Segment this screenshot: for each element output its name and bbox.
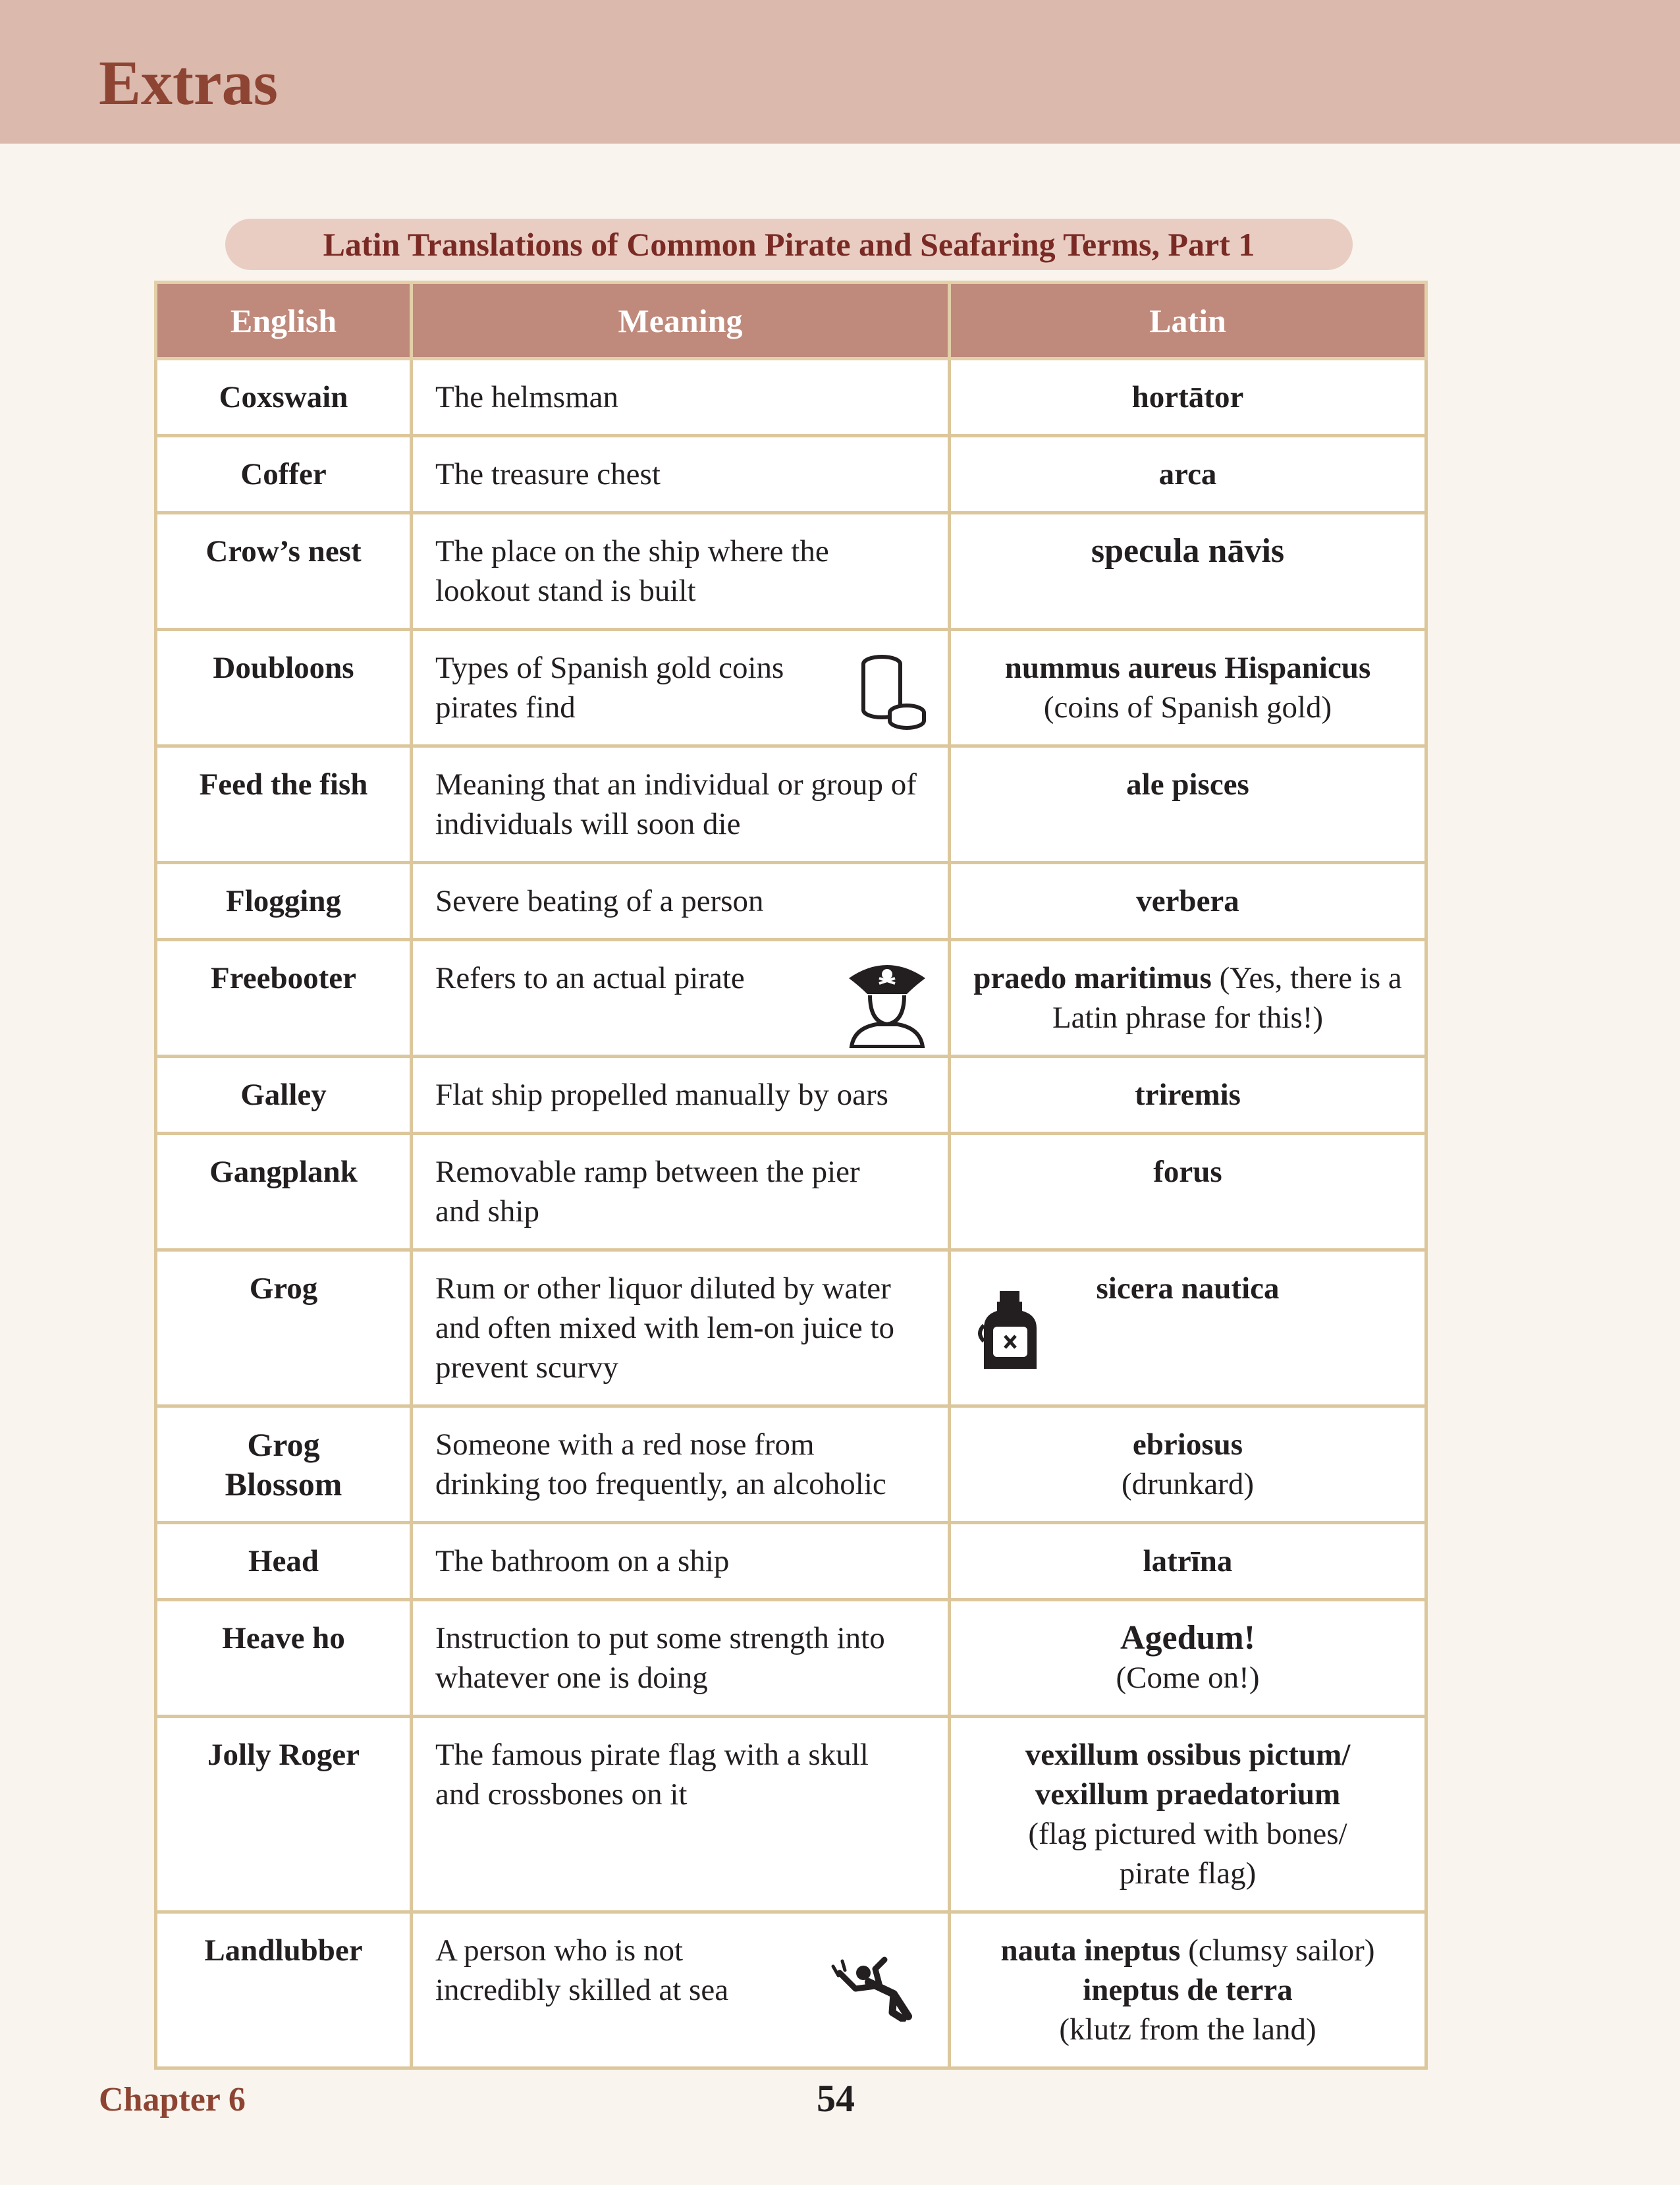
meaning-cell: Someone with a red nose from drinking too frequently, an alcoholic [412, 1406, 950, 1523]
meaning-text: The place on the ship where the lookout stand is built [435, 534, 829, 608]
table-row [156, 1600, 1426, 1717]
latin-cell [950, 1250, 1426, 1406]
latin-cell [950, 630, 1426, 746]
latin-term: arca [1158, 457, 1217, 491]
latin-term: nummus aureus Hispanicus [1004, 651, 1371, 685]
english-term [156, 1406, 412, 1523]
latin-term: triremis [1135, 1078, 1241, 1112]
meaning-cell: Severe beating of a person [412, 863, 950, 940]
section-title: Extras [99, 47, 278, 118]
table-caption: Latin Translations of Common Pirate and Seafaring Terms, Part 1 [225, 219, 1353, 270]
meaning-text: Types of Spanish gold coins pirates find [435, 651, 784, 725]
page-number: 54 [817, 2077, 855, 2120]
meaning-cell [412, 1134, 950, 1250]
latin-note: (coins of Spanish gold) [1043, 690, 1332, 725]
latin-cell [950, 1406, 1426, 1523]
latin-cell [950, 940, 1426, 1057]
table-row [156, 1057, 1426, 1134]
english-term: Doubloons [156, 630, 412, 746]
table-row [156, 630, 1426, 746]
table-row [156, 1717, 1426, 1912]
meaning-text: The famous pirate flag with a skull and crossbones on it [435, 1738, 869, 1812]
meaning-text: A person who is not incredibly skilled at sea [435, 1933, 729, 2007]
latin-term: vexillum ossibus pictum/ vexillum praedatorium [1025, 1738, 1351, 1812]
latin-term: specula nāvis [1091, 532, 1285, 570]
table-row [156, 1523, 1426, 1600]
latin-note: (flag pictured with bones/ pirate flag) [1028, 1817, 1347, 1891]
english-term: Freebooter [156, 940, 412, 1057]
meaning-cell [412, 1912, 950, 2068]
meaning-cell [412, 940, 950, 1057]
latin-term: verbera [1136, 884, 1239, 918]
column-header-english: English [156, 283, 412, 359]
english-term: Grog [156, 1250, 412, 1406]
latin-term: latrīna [1143, 1544, 1233, 1578]
latin-term: sicera nautica [1096, 1271, 1280, 1306]
meaning-cell [412, 1717, 950, 1912]
meaning-cell: Flat ship propelled manually by oars [412, 1057, 950, 1134]
latin-term: forus [1153, 1155, 1222, 1189]
meaning-text: Rum or other liquor diluted by water and often mixed with lem-on juice to prevent scurvy [435, 1271, 894, 1385]
english-term: Coxswain [156, 359, 412, 436]
latin-cell [950, 1912, 1426, 2068]
meaning-text: Refers to an actual pirate [435, 961, 745, 995]
latin-note: (drunkard) [1122, 1467, 1254, 1501]
latin-cell [950, 436, 1426, 513]
english-term: Head [156, 1523, 412, 1600]
english-term: Crow’s nest [156, 513, 412, 630]
english-term: Flogging [156, 863, 412, 940]
latin-note: (Come on!) [1116, 1661, 1260, 1695]
table-row [156, 746, 1426, 863]
latin-cell [950, 359, 1426, 436]
english-term: Feed the fish [156, 746, 412, 863]
coin-stack-icon [855, 653, 928, 731]
table-header-row [156, 283, 1426, 359]
meaning-text: Removable ramp between the pier and ship [435, 1155, 860, 1229]
latin-cell [950, 1057, 1426, 1134]
latin-cell [950, 1134, 1426, 1250]
latin-cell [950, 1523, 1426, 1600]
latin-term-secondary: ineptus de terra [1083, 1973, 1293, 2007]
meaning-cell: Meaning that an individual or group of individuals will soon die [412, 746, 950, 863]
footer-chapter: Chapter 6 [99, 2081, 246, 2118]
table-row [156, 1912, 1426, 2068]
latin-term: nauta ineptus [1000, 1933, 1181, 1968]
column-header-latin: Latin [950, 283, 1426, 359]
terms-table [154, 281, 1428, 2070]
table-row [156, 1134, 1426, 1250]
meaning-cell [412, 630, 950, 746]
latin-note-secondary: (klutz from the land) [1059, 2012, 1316, 2047]
latin-cell [950, 746, 1426, 863]
english-term-text: Grog Blossom [225, 1426, 342, 1503]
english-term: Heave ho [156, 1600, 412, 1717]
meaning-cell [412, 513, 950, 630]
table-row [156, 436, 1426, 513]
english-term: Landlubber [156, 1912, 412, 2068]
table-row [156, 1250, 1426, 1406]
latin-term: Agedum! [1120, 1619, 1256, 1657]
latin-term: ebriosus [1132, 1427, 1243, 1462]
column-header-meaning: Meaning [412, 283, 950, 359]
meaning-cell: The treasure chest [412, 436, 950, 513]
latin-note: (Yes, there is a Latin phrase for this!) [1052, 961, 1402, 1035]
table-row [156, 1406, 1426, 1523]
table-row [156, 863, 1426, 940]
meaning-cell: Instruction to put some strength into whatever one is doing [412, 1600, 950, 1717]
latin-term: praedo maritimus [973, 961, 1212, 995]
liquor-bottle-icon [977, 1290, 1041, 1371]
latin-cell [950, 513, 1426, 630]
latin-cell [950, 1717, 1426, 1912]
pirate-captain-icon [846, 956, 928, 1048]
latin-cell [950, 863, 1426, 940]
table-row [156, 940, 1426, 1057]
falling-person-icon [829, 1956, 921, 2022]
table-row [156, 513, 1426, 630]
meaning-cell: The helmsman [412, 359, 950, 436]
english-term: Jolly Roger [156, 1717, 412, 1912]
english-term: Galley [156, 1057, 412, 1134]
latin-term: ale pisces [1126, 767, 1249, 802]
latin-note: (clumsy sailor) [1188, 1933, 1375, 1968]
english-term: Gangplank [156, 1134, 412, 1250]
meaning-cell: The bathroom on a ship [412, 1523, 950, 1600]
english-term: Coffer [156, 436, 412, 513]
latin-cell [950, 1600, 1426, 1717]
latin-term: hortātor [1131, 380, 1244, 414]
meaning-cell [412, 1250, 950, 1406]
table-row [156, 359, 1426, 436]
